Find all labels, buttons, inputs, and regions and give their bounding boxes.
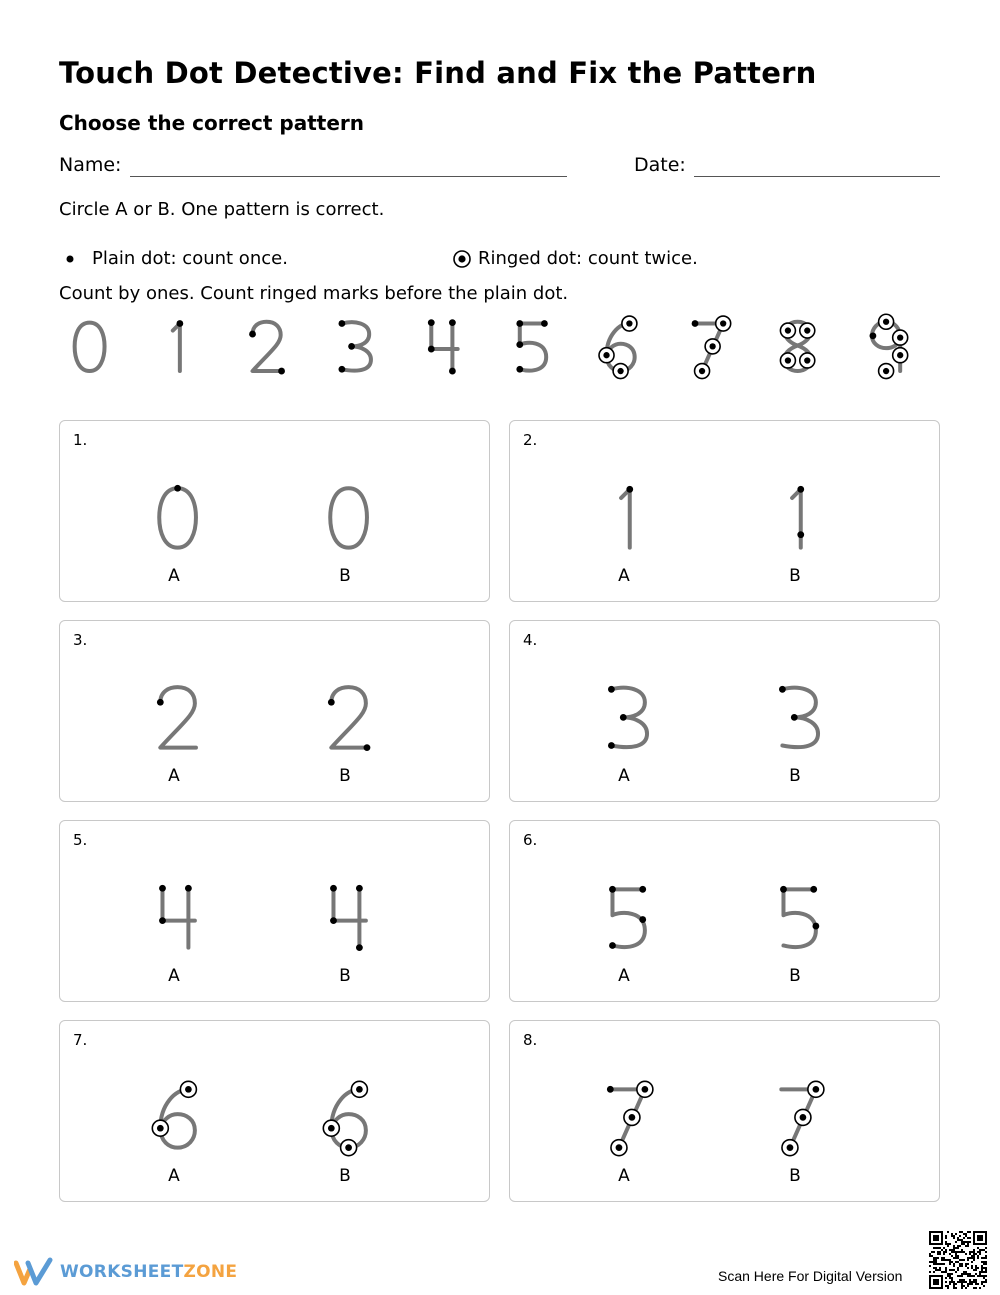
problem-card (509, 420, 940, 602)
touch-dot (428, 346, 435, 353)
touch-dot (516, 341, 523, 348)
reference-digit-2 (249, 322, 285, 375)
digit-5-stroke (520, 324, 546, 371)
problem-card (59, 420, 490, 602)
option-b-figure[interactable] (792, 486, 804, 548)
key-plain-label: Plain dot: count once. (92, 248, 288, 269)
digit-1-stroke (792, 489, 801, 547)
touch-dot (791, 714, 798, 721)
reference-digit-9 (870, 314, 908, 378)
ringed-touch-dot (356, 1086, 363, 1093)
problem-figures (510, 1021, 941, 1203)
ringed-touch-dot (709, 343, 715, 349)
ringed-touch-dot (616, 1144, 623, 1151)
instruction-text: Circle A or B. One pattern is correct. (59, 199, 385, 220)
touch-dot (609, 886, 616, 893)
count-note: Count by ones. Count ringed marks before the plain dot. (59, 283, 569, 304)
option-b-figure[interactable] (328, 687, 370, 751)
problem-number: 8. (523, 1031, 538, 1049)
touch-dot (516, 320, 523, 327)
touch-dot (339, 320, 346, 327)
problem-figures (60, 1021, 491, 1203)
digit-1-stroke (173, 324, 180, 372)
option-b-label[interactable]: B (789, 766, 801, 786)
reference-digit-4 (428, 319, 458, 374)
ringed-touch-dot (804, 327, 810, 333)
reference-digit-8 (780, 322, 814, 371)
problem-figures (510, 421, 941, 603)
digit-2-stroke (253, 322, 282, 371)
digit-0-stroke (75, 323, 105, 371)
touch-dot (348, 343, 355, 350)
reference-digit-7 (692, 316, 731, 379)
option-a-label[interactable]: A (168, 1166, 180, 1186)
ringed-touch-dot (787, 1144, 794, 1151)
touch-dot (810, 886, 817, 893)
problem-card (59, 820, 490, 1002)
problem-figures (60, 821, 491, 1003)
touch-dot (780, 886, 787, 893)
touch-dot (797, 531, 804, 538)
ringed-touch-dot (883, 368, 889, 374)
option-b-label[interactable]: B (339, 1166, 351, 1186)
ringed-touch-dot (157, 1125, 164, 1132)
option-b-figure[interactable] (323, 1081, 367, 1155)
reference-digit-6 (599, 316, 637, 379)
problem-number: 2. (523, 431, 538, 449)
option-b-figure[interactable] (779, 686, 818, 747)
key-plain-dot (66, 248, 288, 269)
digit-2-stroke (160, 687, 196, 747)
problem-number: 6. (523, 831, 538, 849)
option-a-label[interactable]: A (618, 1166, 630, 1186)
digit-3-stroke (342, 322, 371, 370)
touch-dot (159, 917, 166, 924)
key-ringed-dot (452, 248, 698, 269)
problem-card (509, 1020, 940, 1202)
touch-dot (278, 368, 285, 375)
reference-digit-3 (339, 320, 371, 373)
digit-2-stroke (331, 687, 367, 747)
option-b-figure[interactable] (780, 886, 819, 947)
touch-dot (609, 942, 616, 949)
touch-dot (428, 319, 435, 326)
page-subtitle: Choose the correct pattern (59, 111, 365, 135)
option-a-label[interactable]: A (168, 766, 180, 786)
ringed-touch-dot (897, 352, 903, 358)
ringed-touch-dot (785, 357, 791, 363)
problem-figures (510, 821, 941, 1003)
problem-number: 3. (73, 631, 88, 649)
date-field[interactable] (694, 176, 940, 177)
option-a-label[interactable]: A (168, 966, 180, 986)
option-a-figure[interactable] (609, 886, 646, 949)
touch-dot (159, 885, 166, 892)
name-label: Name: (59, 154, 122, 176)
option-b-figure[interactable] (330, 885, 366, 951)
touch-dot (608, 686, 615, 693)
problem-card (509, 620, 940, 802)
ringed-touch-dot (720, 320, 726, 326)
ringed-touch-dot (629, 1114, 636, 1121)
option-a-figure[interactable] (157, 687, 196, 747)
worksheetzone-logo (14, 1257, 237, 1287)
brand-part1: WORKSHEET (60, 1262, 184, 1282)
digit-4-stroke (162, 888, 194, 947)
touch-dot (639, 916, 646, 923)
problem-figures (510, 621, 941, 803)
option-a-figure[interactable] (607, 1081, 653, 1155)
ringed-touch-dot (617, 368, 623, 374)
ringed-touch-dot (185, 1086, 192, 1093)
touch-dot (797, 486, 804, 493)
option-a-label[interactable]: A (168, 566, 180, 586)
option-a-label[interactable]: A (618, 566, 630, 586)
ringed-touch-dot (883, 319, 889, 325)
page-title: Touch Dot Detective: Find and Fix the Pattern (59, 56, 817, 90)
option-b-label[interactable]: B (789, 566, 801, 586)
ringed-touch-dot (603, 352, 609, 358)
touch-dot (339, 366, 346, 373)
ringed-touch-dot (800, 1114, 807, 1121)
touch-dot (607, 1086, 614, 1093)
option-b-label[interactable]: B (339, 966, 351, 986)
option-a-figure[interactable] (608, 686, 647, 749)
option-a-figure[interactable] (159, 485, 196, 548)
touch-dot (639, 886, 646, 893)
name-field[interactable] (130, 176, 567, 177)
digit-4-stroke (333, 888, 365, 947)
problem-card (509, 820, 940, 1002)
digit-4-stroke (431, 323, 457, 371)
touch-dot (449, 319, 456, 326)
touch-dot (328, 699, 335, 706)
reference-digit-0 (75, 323, 105, 371)
option-b-label[interactable]: B (339, 766, 351, 786)
scan-text: Scan Here For Digital Version (718, 1268, 903, 1284)
brand-part2: ZONE (183, 1262, 238, 1282)
touch-dot (356, 944, 363, 951)
option-b-label[interactable]: B (339, 566, 351, 586)
ringed-touch-dot (626, 320, 632, 326)
problem-number: 1. (73, 431, 88, 449)
problem-card (59, 620, 490, 802)
date-label: Date: (634, 154, 686, 176)
ringed-touch-dot (813, 1086, 820, 1093)
option-a-label[interactable]: A (618, 966, 630, 986)
problem-figures (60, 421, 491, 603)
option-b-label[interactable]: B (789, 1166, 801, 1186)
option-b-figure[interactable] (781, 1081, 824, 1155)
key-ringed-label: Ringed dot: count twice. (478, 248, 698, 269)
touch-dot (330, 885, 337, 892)
brand-name (60, 1262, 237, 1282)
digit-3-stroke (611, 688, 647, 747)
problem-card (59, 1020, 490, 1202)
ringed-touch-dot (785, 327, 791, 333)
touch-dot (626, 486, 633, 493)
problem-number: 7. (73, 1031, 88, 1049)
touch-dot (330, 917, 337, 924)
touch-dot (608, 742, 615, 749)
problem-number: 4. (523, 631, 538, 649)
touch-dot (812, 923, 819, 930)
ringed-touch-dot (328, 1125, 335, 1132)
touch-dot (449, 368, 456, 375)
problem-figures (60, 621, 491, 803)
option-a-label[interactable]: A (618, 766, 630, 786)
touch-dot (692, 320, 699, 327)
w-logo-icon (14, 1257, 54, 1287)
reference-digit-5 (516, 320, 547, 373)
digit-0-stroke (159, 488, 196, 547)
digit-3-stroke (782, 688, 818, 747)
touch-dot (176, 320, 183, 327)
touch-dot (364, 744, 371, 751)
touch-dot (356, 885, 363, 892)
option-a-figure[interactable] (152, 1081, 196, 1147)
ringed-touch-dot (699, 368, 705, 374)
ringed-touch-dot (804, 357, 810, 363)
touch-dot (174, 485, 181, 492)
touch-dot (157, 699, 164, 706)
touch-dot (185, 885, 192, 892)
touch-dot (516, 366, 523, 373)
qr-code[interactable] (929, 1231, 987, 1289)
digit-6-stroke (160, 1089, 195, 1147)
option-b-label[interactable]: B (789, 966, 801, 986)
option-a-figure[interactable] (159, 885, 195, 948)
reference-digit-1 (173, 320, 183, 371)
ringed-dot-icon (452, 249, 472, 269)
digit-5-stroke (783, 889, 815, 947)
option-a-figure[interactable] (621, 486, 633, 548)
reference-digit-row (59, 312, 941, 392)
touch-dot (249, 331, 256, 338)
touch-dot (541, 320, 548, 327)
ringed-touch-dot (345, 1144, 352, 1151)
touch-dot (870, 332, 877, 339)
ringed-touch-dot (642, 1086, 649, 1093)
digit-1-stroke (621, 489, 630, 547)
option-b-figure[interactable] (330, 488, 367, 547)
digit-0-stroke (330, 488, 367, 547)
plain-dot-icon (66, 249, 86, 269)
touch-dot (779, 686, 786, 693)
ringed-touch-dot (897, 334, 903, 340)
touch-dot (620, 714, 627, 721)
problem-number: 5. (73, 831, 88, 849)
